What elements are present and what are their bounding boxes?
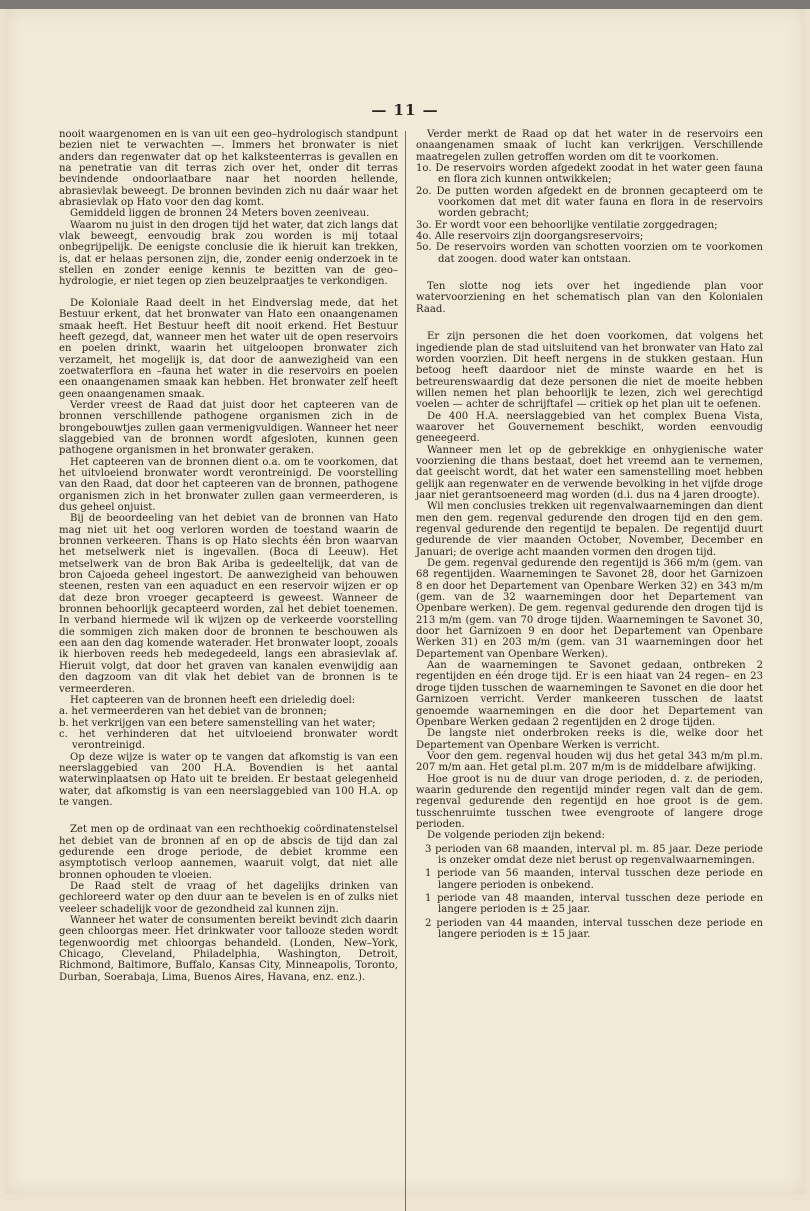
paragraph: Er zijn personen die het doen voorkomen, dat volgens het ingediende plan de stad uitsluitend van het bronwater van Hato zal worden voorzien. Dit heeft nergens in de stukken gestaan. Hun betoog heeft daardoor niet de minste waarde en het is betreurenswaardig dat deze personen die niet de moeite hebben willen nemen het plan behoorlijk te lezen, zich wel gerechtigd voelen — achter de schrijftafel — critiek op het plan uit te oefenen. <box>416 331 763 411</box>
paragraph: Hoe groot is nu de duur van droge perioden, d. z. de perioden, waarin gedurende den regentijd minder regen valt dan de gem. regenval gedurende den regentijd en hoe groot is de gem. tusschenruimte tusschen twee evengroote of langere droge perioden. <box>416 773 763 830</box>
paragraph: De langste niet onderbroken reeks is die, welke door het Departement van Openbare Werken is verricht. <box>416 728 763 751</box>
paragraph: Ten slotte nog iets over het ingediende plan voor watervoorziening en het schematisch plan van den Kolonialen Raad. <box>416 281 763 315</box>
list-item: 3o. Er wordt voor een behoorlijke ventilatie zorggedragen; <box>416 219 718 231</box>
scanner-edge <box>0 0 810 9</box>
list-item: b. het verkrijgen van een betere samenstelling van het water; <box>59 717 376 729</box>
paragraph: De Koloniale Raad deelt in het Eindverslag mede, dat het Bestuur erkent, dat het bronwater van Hato een onaangenamen smaak heeft. Het Bestuur heeft dit nooit erkend. Het Bestuur heeft gezegd, dat, wanneer men het water uit de open reservoirs en poelen drinkt, waarin het uitgeloopen bronwater zich verzamelt, het mogelijk is, dat door de aanwezigheid van een zoetwaterflora en –fauna het water in die reservoirs en poelen een onaangenamen smaak kan hebben. Het bronwater zelf heeft geen onaangenamen smaak. <box>59 297 398 400</box>
paragraph: Wil men conclusies trekken uit regenvalwaarnemingen dan dient men den gem. regenval gedurende den drogen tijd en den gem. regenval gedurende den regentijd te bepalen. De regentijd duurt gedurende de vier maanden October, November, December en Januari; de overige acht maanden vormen den drogen tijd. <box>416 501 763 558</box>
paragraph: nooit waargenomen en is van uit een geo–hydrologisch standpunt bezien niet te verwachten —. Immers het bronwater is niet anders dan regenwater dat op het kalksteenterras is gevallen en na penetratie van dit terras zich over het, onder dit terras bevindende ondoorlaatbare naar het noorden hellende, abrasievlak beweegt. De bronnen bevinden zich nu daár waar het abrasievlak op Hato voor den dag komt. <box>59 129 398 209</box>
paragraph: Wanneer men let op de gebrekkige en onhygienische water voorziening die thans bestaat, doet het vreemd aan te vernemen, dat geeischt wordt, dat het water een samenstelling moet hebben gelijk aan regenwater en de verwende bevolking in het vijfde droge jaar niet gerantsoeneerd mag worden (d.i. dus na 4 jaren droogte). <box>416 444 764 501</box>
paragraph: Wanneer het water de consumenten bereikt bevindt zich daarin geen chloorgas meer. Het drinkwater voor tallooze steden wordt tegenwoordig met chloorgas behandeld. (Londen, New–York, Chicago, Cleveland, Philadelphia, Washington, Detroit, Richmond, Baltimore, Buffalo, Kansas City, Minneapolis, Toronto, Durban, Soerabaja, Lima, Buenos Aires, Havana, enz. enz.). <box>59 915 398 983</box>
left-column <box>59 129 398 983</box>
list-item: 2o. De putten worden afgedekt en de bronnen gecapteerd om te voorkomen dat met dit water fauna en flora in de reservoirs worden gebracht; <box>416 185 763 220</box>
paragraph: Het capteeren van de bronnen heeft een drieledig doel: <box>70 694 356 706</box>
paragraph: De Raad stelt de vraag of het dagelijks drinken van gechloreerd water op den duur aan te bevelen is en of zulks niet veeleer schadelijk voor de gezondheid zal kunnen zijn. <box>59 881 398 915</box>
paragraph: Op deze wijze is water op te vangen dat afkomstig is van een neerslaggebied van 200 H.A. Bovendien is het aantal waterwinplaatsen op Hato uit te breiden. Er bestaat gelegenheid water, dat afkomstig is van een neerslaggebied van 100 H.A. op te vangen. <box>59 751 398 808</box>
paragraph: Voor den gem. regenval houden wij dus het getal 343 m/m pl.m. 207 m/m aan. Het getal pl.m. 207 m/m is de middelbare afwijking. <box>416 750 763 774</box>
paragraph: De 400 H.A. neerslaggebied van het complex Buena Vista, waarover het Gouvernement beschikt, worden eenvoudig geneegeerd. <box>416 410 763 445</box>
paragraph: Verder vreest de Raad dat juist door het capteeren van de bronnen verschillende pathogene organismen zich in de brongebouwtjes zullen gaan vermenigvuldigen. Wanneer het neer slaggebied van de bronnen wordt afgesloten, kunnen geen pathogene organismen in het bronwater geraken. <box>59 399 398 457</box>
paragraph: Zet men op de ordinaat van een rechthoekig coördinatenstelsel het debiet van de bronnen af en op de abscis de tijd dan zal gedurende een droge periode, de debiet kromme een asymptotisch verloop aannemen, waaruit volgt, dat niet alle bronnen ophouden te vloeien. <box>59 824 398 881</box>
paragraph: Gemiddeld liggen de bronnen 24 Meters boven zeeniveau. <box>70 208 370 220</box>
list-item: 1o. De reservoirs worden afgedekt zoodat in het water geen fauna en flora zich kunnen ontwikkelen; <box>416 163 763 186</box>
list-item: 5o. De reservoirs worden van schotten voorzien om te voorkomen dat zoogen. dood water kan ontstaan. <box>416 242 763 265</box>
list-item: 4o. Alle reservoirs zijn doorgangsreservoirs; <box>416 231 644 243</box>
paragraph: Bij de beoordeeling van het debiet van de bronnen van Hato mag niet uit het oog verloren worden de toestand waarin de bronnen verkeeren. Thans is op Hato slechts één bron waarvan het metselwerk niet is ingevallen. (Boca di Leeuw). Het metselwerk van de bron Bak Ariba is gedeeltelijk, dat van de bron Cajoeda geheel ingestort. De aanwezigheid van behouwen steenen, resten van een aquaduct en een reservoir wijzen er op dat deze bron vroeger gecapteerd is geweest. Wanneer de bronnen behoorlijk gecapteerd worden, zal het debiet toenemen. In verband hiermede wil ik wijzen op de verkeerde voorstelling die sommigen zich maken door de bronnen te beschouwen als een aan den dag komende waterader. Het bronwater loopt, zooals ik hierboven reeds heb medegedeeld, langs een abrasievlak af. Hieruit volgt, dat door het graven van kanalen evenwijdig aan den dagzoom van dit vlak het debiet van de bronnen is te vermeerderen. <box>59 513 398 695</box>
paragraph: De volgende perioden zijn bekend: <box>427 830 605 842</box>
list-item: a. het vermeerderen van het debiet van de bronnen; <box>59 706 327 718</box>
list-item: c. het verhinderen dat het uitvloeiend bronwater wordt verontreinigd. <box>59 728 398 752</box>
list-item: 1 periode van 48 maanden, interval tusschen deze periode en langere perioden is ± 25 jaar. <box>425 893 763 916</box>
column-divider <box>405 131 406 1211</box>
paragraph: Aan de waarnemingen te Savonet gedaan, ontbreken 2 regentijden en één droge tijd. Er is een hiaat van 24 regen– en 23 droge tijden tusschen de waarnemingen te Savonet en die door het Garnizoen verricht. Verder mankeeren tusschen de laatst genoemde waarnemingen en die door het Departement van Openbare Werken gedaan 2 regentijden en 2 droge tijden. <box>416 660 763 728</box>
paragraph: Waarom nu juist in den drogen tijd het water, dat zich langs dat vlak beweegt, eenvoudig brak zou worden is mij totaal onbegrijpelijk. De eenigste conclusie die ik hieruit kan trekken, is, dat er helaas personen zijn, die, zonder eenig onderzoek in te stellen en zonder eenige kennis te bezitten van de geo–hydrologie, er niet tegen op zien beuzelpraatjes te verkondigen. <box>59 219 398 288</box>
paragraph: Het capteeren van de bronnen dient o.a. om te voorkomen, dat het uitvloeiend bronwater wordt verontreinigd. De voorstelling van den Raad, dat door het capteeren van de bronnen, pathogene organismen zich in het bronwater zullen gaan vermeerderen, is dus geheel onjuist. <box>59 456 398 513</box>
paragraph: Verder merkt de Raad op dat het water in de reservoirs een onaangenamen smaak of lucht kan verkrijgen. Verschillende maatregelen zullen getroffen worden om dit te voorkomen. <box>416 129 763 163</box>
list-item: 1 periode van 56 maanden, interval tusschen deze periode en langere perioden is onbekend. <box>425 868 763 891</box>
list-item: 3 perioden van 68 maanden, interval pl. m. 85 jaar. Deze periode is onzeker omdat deze niet berust op regenvalwaarnemingen. <box>425 843 763 866</box>
page-number: — 11 — <box>371 101 439 119</box>
right-column <box>416 129 763 940</box>
list-item: 2 perioden van 44 maanden, interval tusschen deze periode en langere perioden is ± 15 jaar. <box>425 917 763 941</box>
paragraph: De gem. regenval gedurende den regentijd is 366 m/m (gem. van 68 regentijden. Waarnemingen te Savonet 28, door het Garnizoen 8 en door het Departement van Openbare Werken 32) en 343 m/m (gem. van de 32 waarnemingen door het Departement van Openbare werken). De gem. regenval gedurende den drogen tijd is 213 m/m (gem. van 70 droge tijden. Waarnemingen te Savonet 30, door het Garnizoen 9 en door het Departement van Openbare Werken 31) en 203 m/m (gem. van 31 waarnemingen door het Departement van Openbare Werken). <box>416 558 763 660</box>
